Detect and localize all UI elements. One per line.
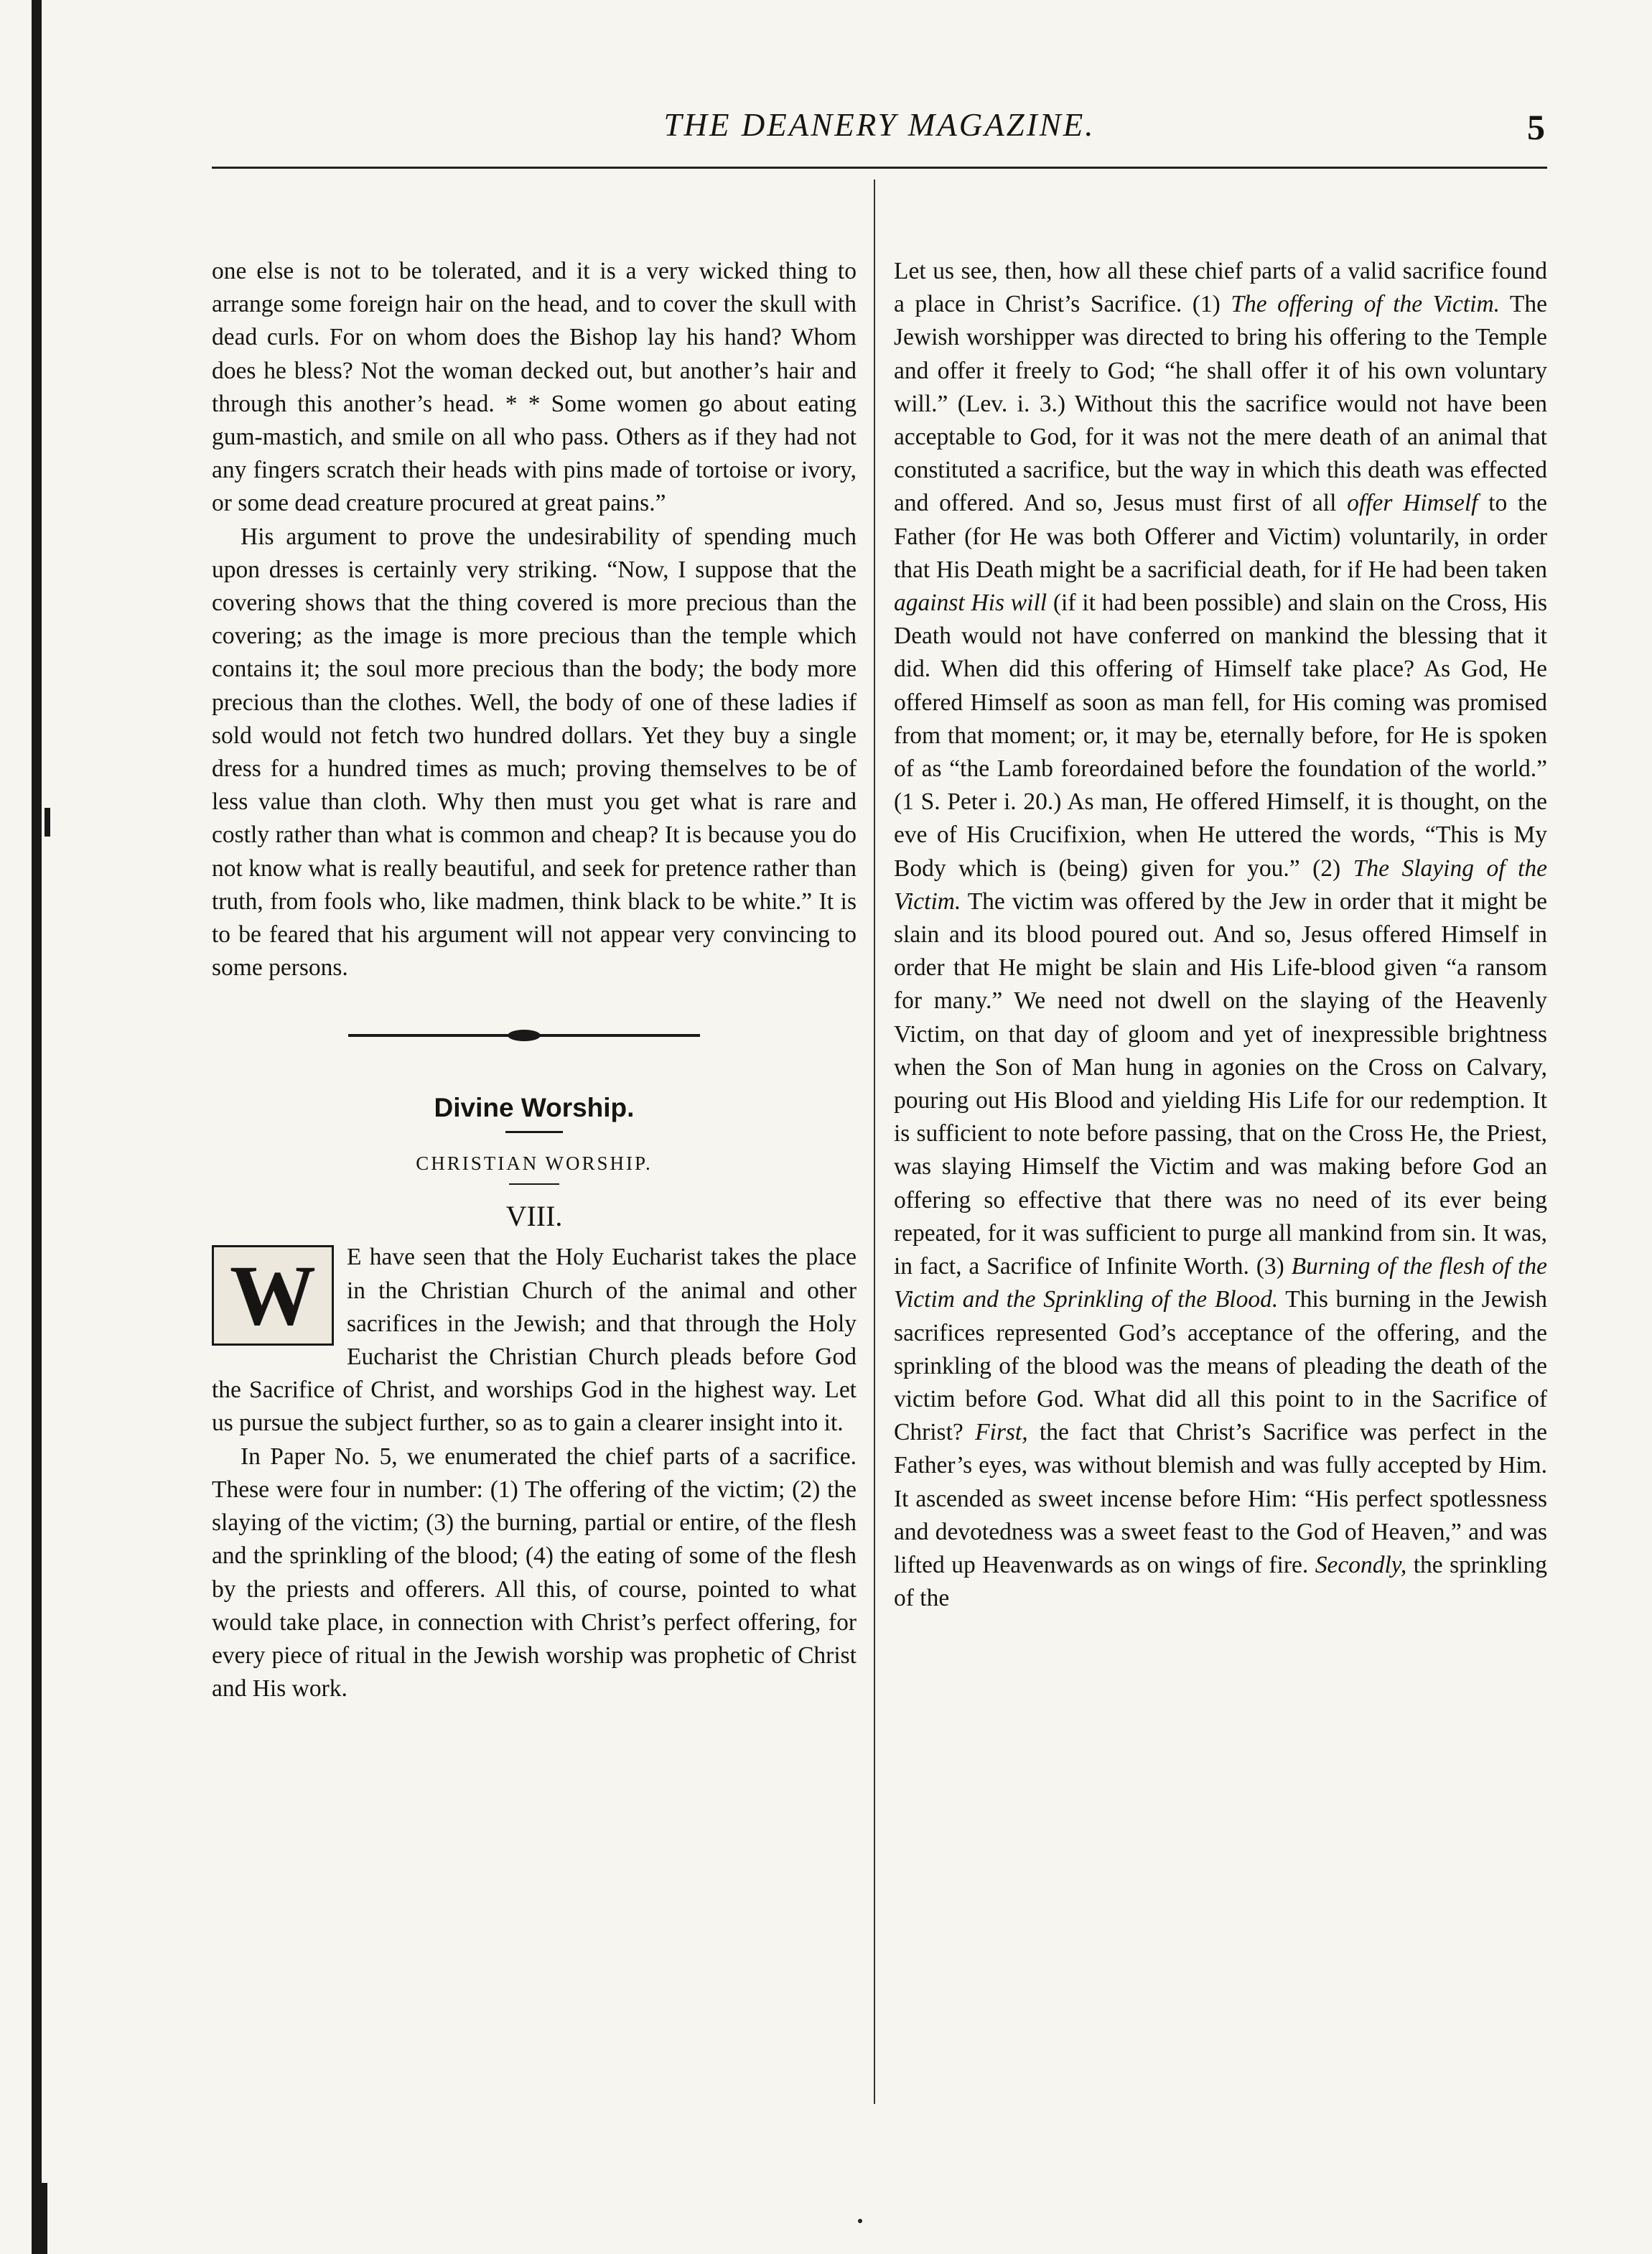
- paragraph-text: E have seen that the Holy Eucharist takes the place in the Christian Church of the animal and other sacrifices in the Jewish; and that through the Holy Eucharist the Christian Church pleads before God the Sacrifice of Christ, and worships God in the highest way. Let us pursue the subject further, so as to gain a clearer insight into it.: [212, 1244, 857, 1437]
- header-rule: [212, 167, 1547, 169]
- page-mark: [858, 2219, 862, 2223]
- text-run: The victim was offered by the Jew in order that it might be slain and its blood poured out. And so, Jesus offered Himself in order that He might be slain and His Life-blood given “a ransom for many.” We need not dwell on the slaying of the Heavenly Victim, on that day of gloom and yet of inexpressible brightness when the Son of Man hung in agonies on the Cross on Calvary, pouring out His Blood and yielding His Life for our redemption. It is sufficient to note before passing, that on the Cross He, the Priest, was slaying Himself the Victim and was making before God an offering so effective that there was no need of its ever being repeated, for it was sufficient to purge all mankind from sin. It was, in fact, a Sacrifice of Infinite Worth. (3): [894, 888, 1547, 1280]
- paragraph: one else is not to be tolerated, and it is a very wicked thing to arrange some foreign hair on the head, and to cover the skull with dead curls. For on whom does the Bishop lay his hand? Whom does he bless? Not the woman decked out, but another’s hair and through this another’s head. * * Some women go about eating gum-mastich, and smile on all who pass. Others as if they had not any fingers scratch their heads with pins made of tortoise or ivory, or some dead creature procured at great pains.”: [212, 258, 857, 517]
- text-run: This burning in the Jewish sacrifices represented God’s acceptance of the offering, and the sprinkling of the blood was the means of pleading the death of the victim before God. What did all this point to in the Sacrifice of Christ?: [894, 1286, 1547, 1446]
- text-run: (if it had been possible) and slain on the Cross, His Death would not have conferred on mankind the blessing that it did. When did this offering of Himself take place? As God, He offered Himself as soon as man fell, for His coming was promised from that moment; or, it may be, eternally before, for He is spoken of as “the Lamb foreordained before the foundation of the world.” (1 S. Peter i. 20.) As man, He offered Himself, it is thought, on the eve of His Crucifixion, when He uttered the words, “This is My Body which is (being) given for you.” (2): [894, 590, 1547, 882]
- emphasis: The Slaying of the Victim.: [894, 854, 1548, 915]
- emphasis: offer Himself: [1347, 490, 1478, 517]
- paragraph: In Paper No. 5, we enumerated the chief parts of a sacrifice. These were four in number: (1) The offering of the victim; (2) the slaying of the victim; (3) the burning, partial or entire, of the flesh and the sprinkling of the blood; (4) the eating of some of the flesh by the priests and offerers. All this, of course, pointed to what would take place, in connection with Christ’s perfect offering, for every piece of ritual in the Jewish worship was prophetic of Christ and His work.: [212, 1443, 857, 1703]
- page-number: 5: [1527, 107, 1547, 147]
- left-column: [212, 255, 857, 1705]
- drop-cap: W: [212, 1245, 334, 1346]
- binding-mark: [45, 808, 50, 837]
- emphasis: First,: [975, 1419, 1028, 1446]
- magazine-title: THE DEANERY MAGAZINE.: [663, 107, 1096, 143]
- text-run: The Jewish worshipper was directed to bring his offering to the Temple and offer it freely to God; “he shall offer it of his own voluntary will.” (Lev. i. 3.) Without this the sacrifice would not have been acceptable to God, for it was not the mere death of an animal that constituted a sacrifice, but the way in which this death was effected and offered. And so, Jesus must first of all: [894, 291, 1547, 517]
- section-subtitle: CHRISTIAN WORSHIP.: [416, 1152, 653, 1175]
- text-run: Let us see, then, how all these chief parts of a valid sacrifice found a place in Christ’s Sacrifice. (1): [894, 258, 1547, 318]
- paragraph: [894, 255, 1547, 1615]
- column-divider: [874, 180, 875, 2104]
- title-rule: [505, 1131, 563, 1133]
- subtitle-rule: [509, 1183, 559, 1185]
- running-head: [212, 106, 1547, 157]
- paragraph: His argument to prove the undesirability of spending much upon dresses is certainly very striking. “Now, I suppose that the covering shows that the thing covered is more precious than the covering; as the image is more precious than the temple which contains it; the soul more precious than the body; the body more precious than the clothes. Well, the body of one of these ladies if sold would not fetch two hundred dollars. Yet they buy a single dress for a hundred times as much; proving themselves to be of less value than cloth. Why then must you get what is rare and costly rather than what is common and cheap? It is because you do not know what is really beautiful, and seek for pretence rather than truth, from fools who, like madmen, think black to be white.” It is to be feared that his argument will not appear very convincing to some persons.: [212, 523, 857, 982]
- emphasis: The offering of the Victim.: [1231, 291, 1501, 318]
- section-title: Divine Worship.: [434, 1093, 635, 1123]
- ornament-center: [508, 1030, 541, 1041]
- text-run: the fact that Christ’s Sacrifice was perfect in the Father’s eyes, was without blemish and was fully accepted by Him. It ascended as sweet incense before Him: “His perfect spotlessness and devotedness was a sweet feast to the God of Heaven,” and was lifted up Heavenwards as on wings of fire.: [894, 1419, 1547, 1578]
- text-run: to the Father (for He was both Offerer and Victim) voluntarily, in order that His Death might be a sacrificial death, for if He had been taken: [894, 490, 1548, 583]
- text-run: the sprinkling of the: [894, 1551, 1548, 1612]
- paragraph: [212, 1241, 857, 1440]
- binding-edge-bottom: [32, 2183, 47, 2254]
- binding-edge: [32, 0, 42, 2254]
- emphasis: against His will: [894, 590, 1047, 617]
- emphasis: Burning of the flesh of the Victim and the Sprinkling of the Blood.: [894, 1253, 1547, 1313]
- part-number: VIII.: [505, 1200, 563, 1233]
- emphasis: Secondly,: [1315, 1551, 1407, 1578]
- right-column: [894, 255, 1547, 1615]
- ornamental-divider: [212, 1012, 857, 1062]
